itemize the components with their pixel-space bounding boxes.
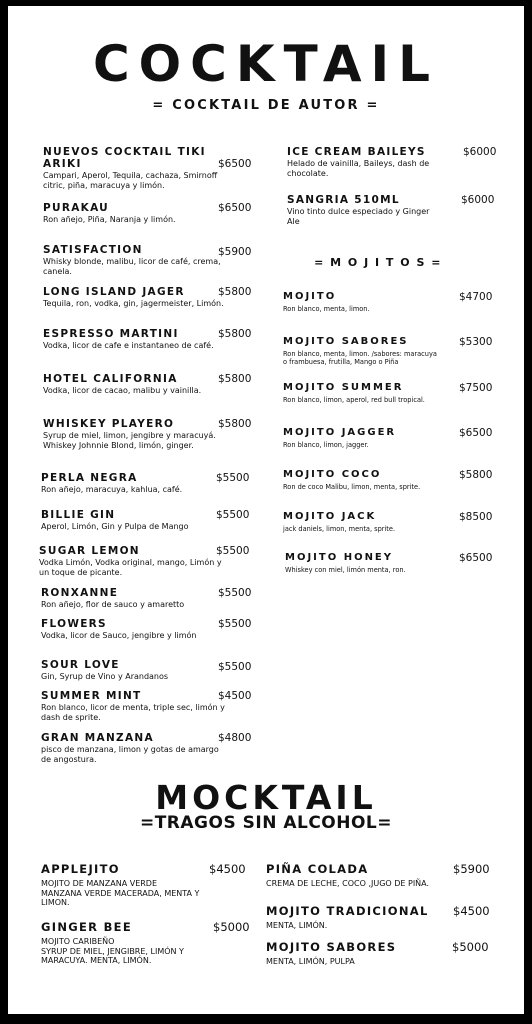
cocktail-item-price: $5500: [216, 509, 250, 521]
cocktail-item-description: Ron añejo, Piña, Naranja y limón.: [43, 215, 176, 224]
mojito-item-description: jack daniels, limon, menta, sprite.: [283, 525, 396, 533]
mocktail-item-price: $5000: [213, 920, 250, 934]
mocktail-title: MOCKTAIL: [155, 778, 377, 817]
cocktail-item-description: Vodka, licor de cafe e instantaneo de café.: [43, 341, 214, 350]
cocktail-title: COCKTAIL: [92, 35, 440, 93]
mojito-item-description: Ron de coco Malibu, limon, menta, sprite.: [283, 483, 421, 491]
cocktail-item-name: SUMMER MINT: [41, 690, 142, 702]
mocktail-item-name: GINGER BEE: [41, 920, 132, 934]
cocktail-item-name: SUGAR LEMON: [39, 545, 140, 557]
cocktail-item-description: pisco de manzana, limon y gotas de amargo de angostura.: [41, 745, 219, 764]
mocktail-item-price: $5900: [453, 862, 490, 876]
cocktail-item-description: Ron blanco, licor de menta, triple sec, limón y dash de sprite.: [41, 703, 225, 722]
mojito-item-name: MOJITO JACK: [283, 511, 377, 522]
mojito-item-description: Ron blanco, menta, limon.: [283, 305, 370, 313]
mojito-item-price: $5800: [459, 469, 493, 481]
mocktail-item-name: APPLEJITO: [41, 862, 120, 876]
cocktail-item-name: SANGRIA 510ML: [287, 194, 400, 206]
cocktail-item-price: $6000: [463, 146, 497, 158]
mojito-item-price: $8500: [459, 511, 493, 523]
cocktail-item-price: $5800: [218, 286, 252, 298]
mocktail-item-description: MOJITO CARIBEÑO SYRUP DE MIEL, JENGIBRE, LIMÓN Y MARACUYA. MENTA, LIMÓN.: [41, 937, 184, 965]
mojitos-heading: = M O J I T O S =: [314, 256, 442, 269]
cocktail-item-name: GRAN MANZANA: [41, 732, 154, 744]
mocktail-item-price: $4500: [209, 862, 246, 876]
cocktail-item-price: $5500: [218, 618, 252, 630]
cocktail-item-price: $5900: [218, 246, 252, 258]
cocktail-item-price: $5500: [218, 587, 252, 599]
cocktail-item-description: Vodka Limón, Vodka original, mango, Limón y un toque de picante.: [39, 558, 222, 577]
cocktail-item-name: SOUR LOVE: [41, 659, 120, 671]
cocktail-item-description: Campari, Aperol, Tequila, cachaza, Smirnoff citric, piña, maracuya y limón.: [43, 171, 218, 190]
mocktail-item-description: MENTA, LIMÓN, PULPA: [266, 957, 355, 966]
mojito-item-name: MOJITO JAGGER: [283, 427, 397, 438]
mocktail-item-name: MOJITO TRADICIONAL: [266, 904, 429, 918]
mojito-item-description: Whiskey con miel, limón menta, ron.: [285, 566, 406, 574]
cocktail-item-description: Gin, Syrup de Vino y Arandanos: [41, 672, 169, 681]
cocktail-item-price: $5800: [218, 418, 252, 430]
menu-page: [8, 6, 524, 1014]
cocktail-item-name: BILLIE GIN: [41, 509, 116, 521]
cocktail-subtitle: = COCKTAIL DE AUTOR =: [152, 98, 380, 113]
cocktail-item-price: $5800: [218, 373, 252, 385]
cocktail-item-description: Vino tinto dulce especiado y Ginger Ale: [287, 207, 430, 226]
mocktail-item-price: $5000: [452, 940, 489, 954]
cocktail-item-description: Syrup de miel, limon, jengibre y maracuyá. Whiskey Johnnie Blond, limón, ginger.: [43, 431, 216, 450]
cocktail-item-name: SATISFACTION: [43, 244, 143, 256]
cocktail-item-name: NUEVOS COCKTAIL TIKI: [43, 146, 206, 158]
mojito-item-price: $5300: [459, 336, 493, 348]
cocktail-item-name: ESPRESSO MARTINI: [43, 328, 179, 340]
mojito-item-price: $4700: [459, 291, 493, 303]
mocktail-item-price: $4500: [453, 904, 490, 918]
mojito-item-price: $6500: [459, 427, 493, 439]
cocktail-item-description: Ron añejo, maracuya, kahlua, café.: [41, 485, 183, 494]
mocktail-item-name: PIÑA COLADA: [266, 862, 369, 876]
cocktail-item-price: $4500: [218, 690, 252, 702]
cocktail-item-description: Aperol, Limón, Gin y Pulpa de Mango: [41, 522, 189, 531]
mojito-item-description: Ron blanco, limon, aperol, red bull tropical.: [283, 396, 425, 404]
cocktail-item-name: ICE CREAM BAILEYS: [287, 146, 426, 158]
mojito-item-name: MOJITO SABORES: [283, 336, 409, 347]
cocktail-item-price: $5500: [216, 472, 250, 484]
cocktail-item-price: $6500: [218, 158, 252, 170]
cocktail-item-description: Vodka, licor de cacao, malibu y vainilla.: [43, 386, 202, 395]
cocktail-item-price: $6000: [461, 194, 495, 206]
mojito-item-name: MOJITO: [283, 291, 337, 302]
cocktail-item-name: WHISKEY PLAYERO: [43, 418, 175, 430]
mocktail-item-description: MOJITO DE MANZANA VERDE MANZANA VERDE MACERADA, MENTA Y LIMON.: [41, 879, 200, 907]
cocktail-item-name: RONXANNE: [41, 587, 119, 599]
cocktail-item-name: HOTEL CALIFORNIA: [43, 373, 178, 385]
cocktail-item-description: Ron añejo, flor de sauco y amaretto: [41, 600, 185, 609]
cocktail-item-price: $6500: [218, 202, 252, 214]
cocktail-item-name: PERLA NEGRA: [41, 472, 138, 484]
mocktail-item-description: MENTA, LIMÓN.: [266, 921, 328, 930]
mojito-item-price: $7500: [459, 382, 493, 394]
cocktail-item-description: Helado de vainilla, Baileys, dash de chocolate.: [287, 159, 430, 178]
mojito-item-name: MOJITO COCO: [283, 469, 382, 480]
cocktail-item-price: $5500: [216, 545, 250, 557]
cocktail-item-description: Vodka, licor de Sauco, jengibre y limón: [41, 631, 197, 640]
cocktail-item-price: $4800: [218, 732, 252, 744]
cocktail-item-price: $5800: [218, 328, 252, 340]
cocktail-item-description: Whisky blonde, malibu, licor de café, crema, canela.: [43, 257, 221, 276]
mojito-item-description: Ron blanco, limon, jagger.: [283, 441, 369, 449]
cocktail-item-name: ARIKI: [43, 158, 82, 170]
mojito-item-price: $6500: [459, 552, 493, 564]
cocktail-item-price: $5500: [218, 661, 252, 673]
mojito-item-name: MOJITO SUMMER: [283, 382, 404, 393]
cocktail-item-name: LONG ISLAND JAGER: [43, 286, 185, 298]
mojito-item-description: Ron blanco, menta, limon. /sabores: maracuya o frambuesa, frutilla, Mango o Piña: [283, 350, 437, 366]
mocktail-subtitle: =TRAGOS SIN ALCOHOL=: [139, 813, 393, 833]
cocktail-item-description: Tequila, ron, vodka, gin, jagermeister, Limón.: [43, 299, 224, 308]
cocktail-item-name: FLOWERS: [41, 618, 107, 630]
mocktail-item-description: CREMA DE LECHE, COCO ,JUGO DE PIÑA.: [266, 879, 430, 888]
cocktail-item-name: PURAKAU: [43, 202, 109, 214]
mocktail-item-name: MOJITO SABORES: [266, 940, 397, 954]
mojito-item-name: MOJITO HONEY: [285, 552, 394, 563]
